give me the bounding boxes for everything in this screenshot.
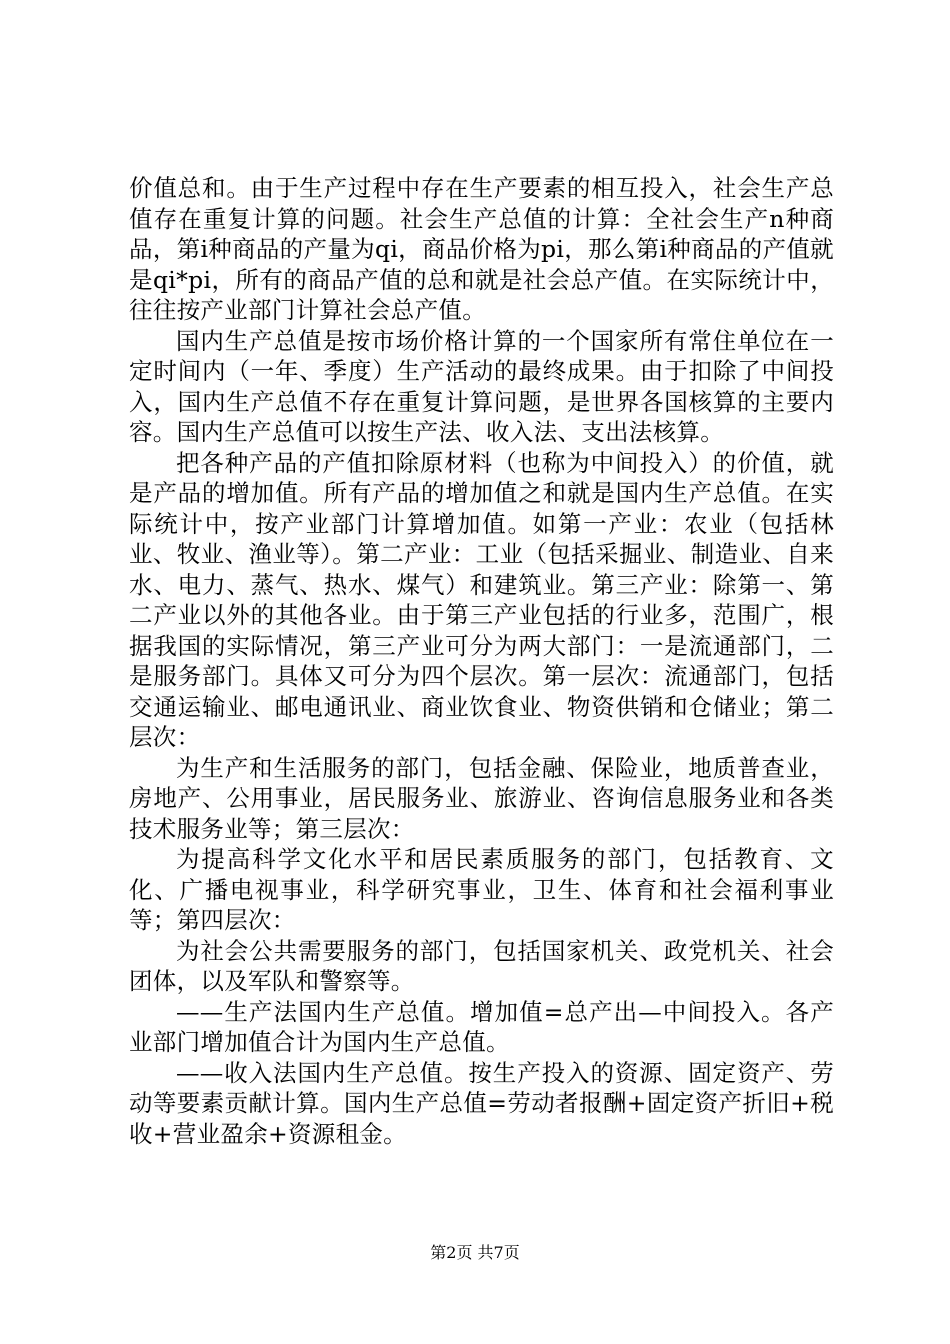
document-body [129, 173, 834, 1149]
paragraph-7: ——生产法国内生产总值。增加值=总产出—中间投入。各产业部门增加值合计为国内生产总值。 [129, 997, 834, 1056]
paragraph-8: ——收入法国内生产总值。按生产投入的资源、固定资产、劳动等要素贡献计算。国内生产总值=劳动者报酬+固定资产折旧+税收+营业盈余+资源租金。 [129, 1058, 834, 1148]
paragraph-6: 为社会公共需要服务的部门，包括国家机关、政党机关、社会团体，以及军队和警察等。 [129, 936, 834, 995]
paragraph-5: 为提高科学文化水平和居民素质服务的部门，包括教育、文化、广播电视事业，科学研究事业，卫生、体育和社会福利事业等；第四层次： [129, 845, 834, 934]
paragraph-4: 为生产和生活服务的部门，包括金融、保险业，地质普查业，房地产、公用事业，居民服务业、旅游业、咨询信息服务业和各类技术服务业等；第三层次： [129, 753, 834, 843]
paragraph-2: 国内生产总值是按市场价格计算的一个国家所有常住单位在一定时间内（一年、季度）生产活动的最终成果。由于扣除了中间投入，国内生产总值不存在重复计算问题，是世界各国核算的主要内容。国内生产总值可以按生产法、收入法、支出法核算。 [129, 326, 834, 446]
page-number-label: 第2页 共7页 [430, 1243, 520, 1262]
paragraph-3: 把各种产品的产值扣除原材料（也称为中间投入）的价值，就是产品的增加值。所有产品的增加值之和就是国内生产总值。在实际统计中，按产业部门计算增加值。如第一产业：农业（包括林业、牧业、渔业等）。第二产业：工业（包括采掘业、制造业、自来水、电力、蒸气、热水、煤气）和建筑业。第三产业：除第一、第二产业以外的其他各业。由于第三产业包括的行业多，范围广，根据我国的实际情况，第三产业可分为两大部门：一是流通部门，二是服务部门。具体又可分为四个层次。第一层次：流通部门，包括交通运输业、邮电通讯业、商业饮食业、物资供销和仓储业；第二层次： [129, 448, 834, 751]
paragraph-1: 价值总和。由于生产过程中存在生产要素的相互投入，社会生产总值存在重复计算的问题。社会生产总值的计算：全社会生产n种商品，第i种商品的产量为qi，商品价格为pi，那么第i种商品的产值就是qi*pi，所有的商品产值的总和就是社会总产值。在实际统计中，往往按产业部门计算社会总产值。 [129, 174, 834, 324]
page-footer [0, 1243, 950, 1263]
